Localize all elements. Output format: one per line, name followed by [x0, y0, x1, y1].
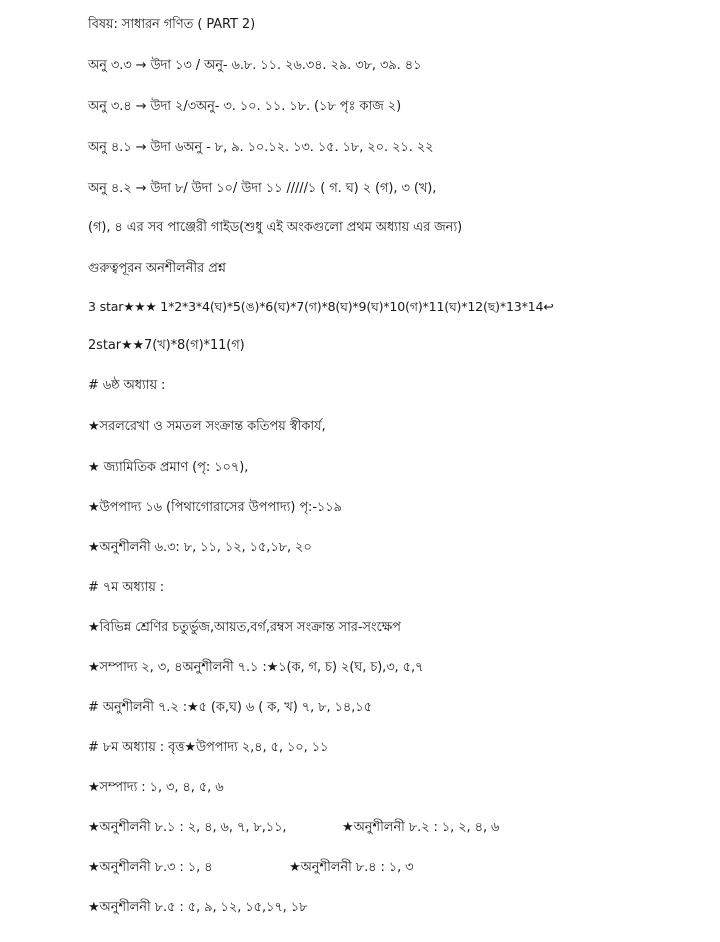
- text-line: (গ), ৪ এর সব পাঞ্জেরী গাইড(শুধু এই অংকগুলো প্রথম অধ্যায় এর জন্য): [88, 220, 463, 235]
- list-item: ★অনুশীলনী ৬.৩: ৮, ১১, ১২, ১৫,১৮, ২০: [88, 540, 312, 555]
- two-star-line: 2star★★7(খ)*8(গ)*11(গ): [88, 338, 245, 353]
- exercise-left: ★অনুশীলনী ৮.১ : ২, ৪, ৬, ৭, ৮,১১,: [88, 820, 287, 835]
- exercise-pair-row: [88, 859, 414, 877]
- exercise-right: ★অনুশীলনী ৮.২ : ১, ২, ৪, ৬: [342, 820, 500, 835]
- text-line: অনু ৪.১ → উদা ৬অনু - ৮, ৯. ১০.১২. ১৩. ১৫. ১৮, ২০. ২১. ২২: [88, 140, 434, 155]
- section-heading: গুরুত্বপূরন অনশীলনীর প্রশ্ন: [88, 261, 226, 276]
- chapter-6-heading: # ৬ষ্ঠ অধ্যায় :: [88, 378, 166, 393]
- list-item: ★অনুশীলনী ৮.৫ : ৫, ৯, ১২, ১৫,১৭, ১৮: [88, 900, 308, 915]
- exercise-pair-row: [88, 819, 499, 837]
- list-item: ★সম্পাদ্য ২, ৩, ৪অনুশীলনী ৭.১ :★১(ক, গ, চ) ২(ঘ, চ),৩, ৫,৭: [88, 660, 424, 675]
- chapter-8-heading: # ৮ম অধ্যায় : বৃত্ত★উপপাদ্য ২,৪, ৫, ১০, ১১: [88, 740, 329, 755]
- list-item: ★ জ্যামিতিক প্রমাণ (পৃ: ১০৭),: [88, 460, 249, 475]
- exercise-left: ★অনুশীলনী ৮.৩ : ১, ৪: [88, 860, 213, 875]
- list-item: # অনুশীলনী ৭.২ :★৫ (ক,ঘ) ৬ ( ক, খ) ৭, ৮, ১৪,১৫: [88, 700, 372, 715]
- text-line: অনু ৪.২ → উদা ৮/ উদা ১০/ উদা ১১ /////১ ( গ. ঘ) ২ (গ), ৩ (খ),: [88, 181, 437, 196]
- text-line: অনু ৩.৪ → উদা ২/৩অনু- ৩. ১০. ১১. ১৮. (১৮ পৃঃ কাজ ২): [88, 99, 402, 114]
- chapter-7-heading: # ৭ম অধ্যায় :: [88, 580, 165, 595]
- subject-heading: বিষয়: সাধারন গণিত ( PART 2): [88, 17, 256, 32]
- text-line: অনু ৩.৩ → উদা ১৩ / অনু- ৬.৮. ১১. ২৬.৩৪. ২৯. ৩৮, ৩৯. ৪১: [88, 58, 422, 73]
- three-star-line: 3 star★★★ 1*2*3*4(ঘ)*5(ঙ)*6(ঘ)*7(গ)*8(ঘ)*9(ঘ)*10(গ)*11(ঘ)*12(ছ)*13*14↩: [88, 299, 554, 314]
- list-item: ★সরলরেখা ও সমতল সংক্রান্ত কতিপয় স্বীকার্য,: [88, 419, 326, 434]
- list-item: ★উপপাদ্য ১৬ (পিথাগোরাসের উপপাদ্য) পৃ:-১১৯: [88, 500, 342, 515]
- list-item: ★সম্পাদ্য : ১, ৩, ৪, ৫, ৬: [88, 780, 224, 795]
- exercise-right: ★অনুশীলনী ৮.৪ : ১, ৩: [289, 860, 414, 875]
- list-item: ★বিভিন্ন শ্রেণির চতুর্ভুজ,আয়ত,বর্গ,রম্বস সংক্রান্ত সার-সংক্ষেপ: [88, 620, 401, 635]
